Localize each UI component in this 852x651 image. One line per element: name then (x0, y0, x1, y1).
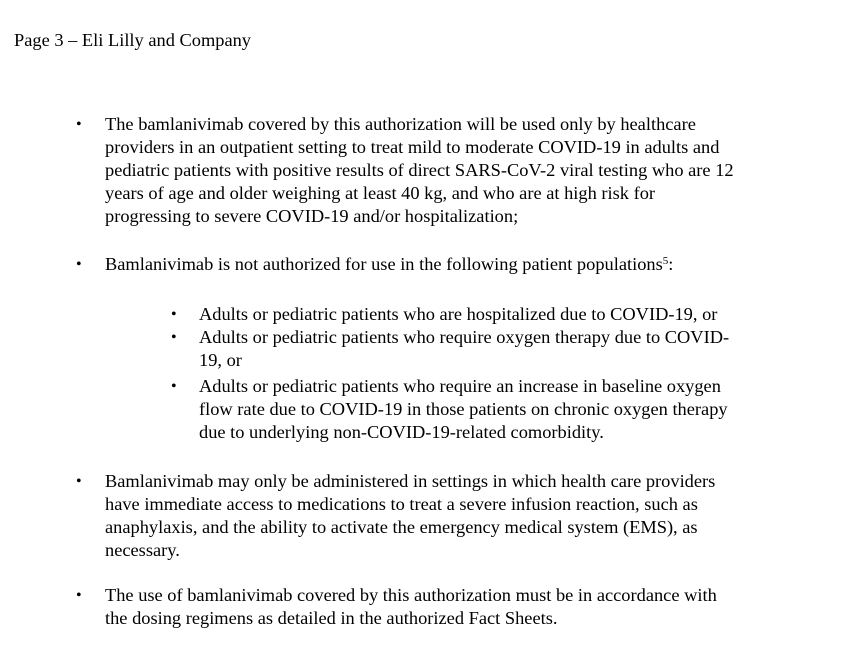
paragraph-line: the dosing regimens as detailed in the authorized Fact Sheets. (105, 608, 558, 628)
bullet-marker: • (76, 473, 82, 490)
sub-bullet-line: Adults or pediatric patients who require an increase in baseline oxygen (199, 376, 721, 396)
bullet-marker: • (76, 256, 82, 273)
paragraph-line: pediatric patients with positive results of direct SARS-CoV-2 viral testing who are 12 (105, 160, 734, 180)
paragraph-line: Bamlanivimab may only be administered in settings in which health care providers (105, 471, 716, 491)
paragraph-line (105, 253, 795, 276)
sub-bullet-marker: • (171, 378, 177, 395)
footnote-marker: 5 (662, 255, 669, 267)
sub-bullet-marker: • (171, 329, 177, 346)
bullet-marker: • (76, 587, 82, 604)
paragraph-line: necessary. (105, 540, 180, 560)
sub-bullet-line: due to underlying non-COVID-19-related comorbidity. (199, 422, 604, 442)
bullet-paragraph-1 (105, 113, 795, 228)
sub-bullet-line: 19, or (199, 350, 242, 370)
sub-bullet-3 (199, 375, 799, 444)
paragraph-text: Bamlanivimab is not authorized for use in the following patient populations (105, 254, 663, 274)
paragraph-suffix: : (668, 254, 674, 274)
sub-bullet-2 (199, 326, 799, 372)
sub-bullet-line: Adults or pediatric patients who are hospitalized due to COVID-19, or (199, 304, 718, 324)
paragraph-line: progressing to severe COVID-19 and/or hospitalization; (105, 206, 519, 226)
paragraph-line: The bamlanivimab covered by this authorization will be used only by healthcare (105, 114, 696, 134)
bullet-paragraph-4 (105, 584, 795, 630)
paragraph-line: providers in an outpatient setting to treat mild to moderate COVID-19 in adults and (105, 137, 720, 157)
bullet-marker: • (76, 116, 82, 133)
sub-bullet-marker: • (171, 306, 177, 323)
paragraph-line: anaphylaxis, and the ability to activate the emergency medical system (EMS), as (105, 517, 698, 537)
bullet-paragraph-3 (105, 470, 795, 562)
sub-bullet-line: Adults or pediatric patients who require oxygen therapy due to COVID- (199, 327, 730, 347)
sub-bullet-1 (199, 303, 799, 326)
paragraph-line: years of age and older weighing at least 40 kg, and who are at high risk for (105, 183, 656, 203)
page-header: Page 3 – Eli Lilly and Company (14, 30, 252, 50)
bullet-paragraph-2 (105, 253, 795, 276)
paragraph-line: The use of bamlanivimab covered by this authorization must be in accordance with (105, 585, 717, 605)
sub-bullet-line: flow rate due to COVID-19 in those patients on chronic oxygen therapy (199, 399, 728, 419)
paragraph-line: have immediate access to medications to treat a severe infusion reaction, such as (105, 494, 698, 514)
